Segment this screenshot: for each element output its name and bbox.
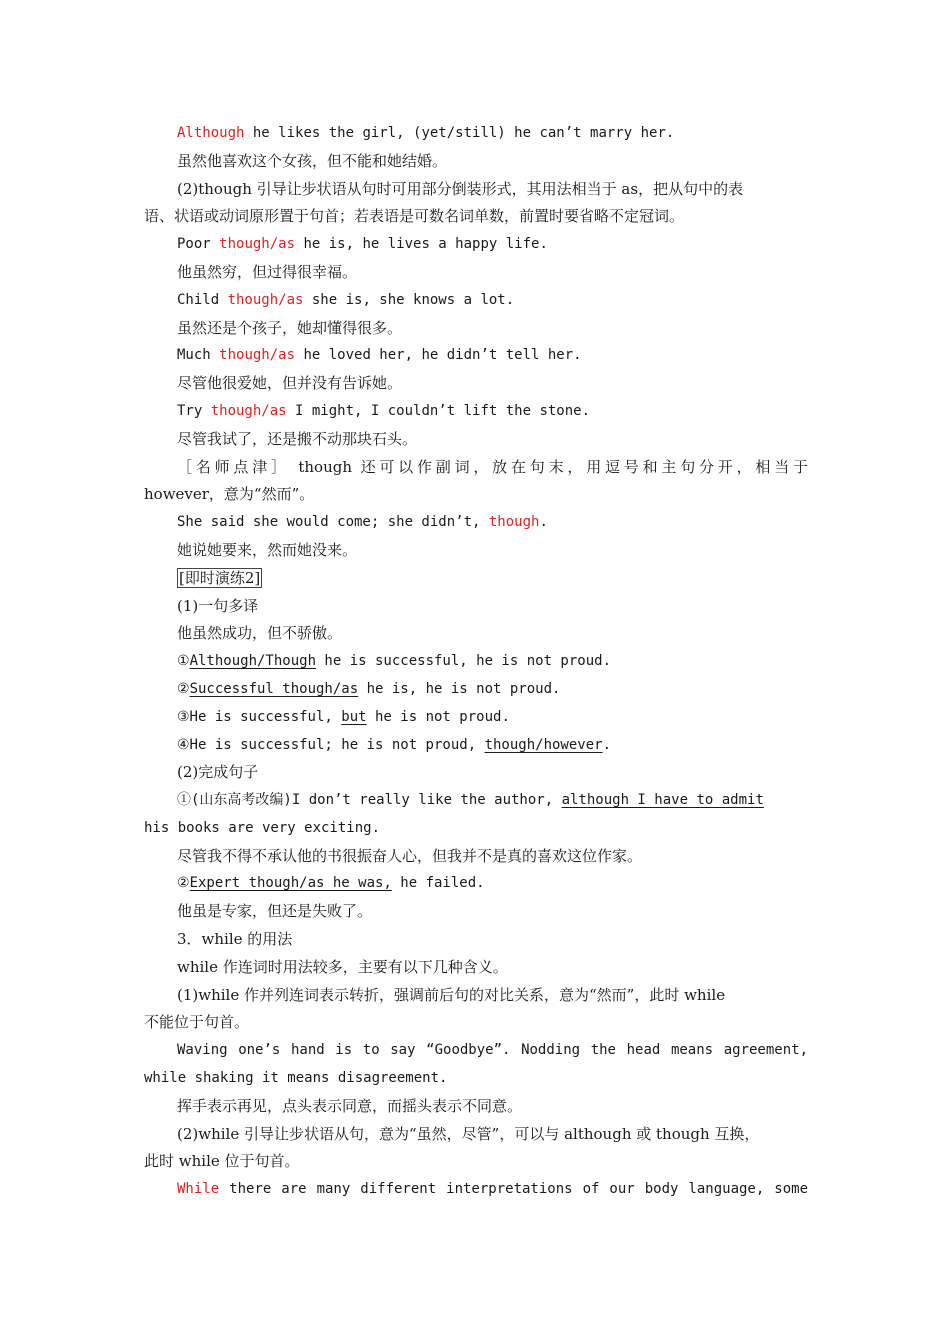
exercise-answer bbox=[177, 790, 808, 810]
highlight-keyword: though bbox=[488, 514, 540, 530]
paragraph-line: 此时 while 位于句首。 bbox=[144, 1152, 300, 1170]
text: . bbox=[602, 737, 612, 753]
text: Try bbox=[177, 403, 211, 419]
answer-blank: but bbox=[341, 709, 367, 725]
paragraph-line: (2)while 引导让步状语从句，意为“虽然，尽管”，可以与 although 或 though 互换， bbox=[177, 1125, 760, 1143]
text: ④He is successful; he is not proud, bbox=[177, 737, 485, 753]
exercise-answer: his books are very exciting. bbox=[144, 820, 381, 836]
text: ① bbox=[177, 653, 190, 669]
paragraph-line: (1)while 作并列连词表示转折，强调前后句的对比关系，意为“然而”，此时 while bbox=[177, 986, 726, 1004]
text: he is, he lives a happy life. bbox=[295, 236, 548, 252]
translation: 他虽是专家，但还是失败了。 bbox=[177, 902, 373, 920]
translation: 虽然还是个孩子，她却懂得很多。 bbox=[177, 319, 403, 337]
text: there are many different interpretations of our body language, some bbox=[219, 1181, 808, 1197]
text: he is, he is not proud. bbox=[358, 681, 561, 697]
example-sentence bbox=[177, 345, 808, 365]
exercise-answer bbox=[177, 651, 808, 671]
translation: 他虽然穷，但过得很幸福。 bbox=[177, 263, 358, 281]
exercise-heading bbox=[177, 568, 808, 588]
exercise-answer bbox=[177, 707, 808, 727]
translation: 她说她要来，然而她没来。 bbox=[177, 541, 358, 559]
paragraph-line: however，意为“然而”。 bbox=[144, 485, 315, 503]
text: Child bbox=[177, 292, 228, 308]
translation: 虽然他喜欢这个女孩，但不能和她结婚。 bbox=[177, 152, 448, 170]
text: he is successful, he is not proud. bbox=[316, 653, 612, 669]
text: . bbox=[539, 514, 548, 530]
paragraph-line: 语、状语或动词原形置于句首；若表语是可数名词单数，前置时要省略不定冠词。 bbox=[144, 207, 685, 225]
paragraph-line: 不能位于句首。 bbox=[144, 1013, 250, 1031]
example-sentence bbox=[177, 234, 808, 254]
highlight-keyword: though/as bbox=[227, 292, 304, 308]
answer-blank: Successful though/as bbox=[189, 681, 359, 697]
paragraph-line: (2)though 引导让步状语从句时可用部分倒装形式，其用法相当于 as，把从句中的表 bbox=[177, 180, 744, 198]
example-sentence bbox=[177, 401, 808, 421]
text: Poor bbox=[177, 236, 220, 252]
text: ② bbox=[177, 875, 190, 891]
example-sentence bbox=[177, 1179, 808, 1199]
teacher-tip: ［名师点津］ though 还可以作副词，放在句末，用逗号和主句分开，相当于 bbox=[177, 458, 808, 476]
answer-blank: Although/Though bbox=[189, 653, 316, 669]
section-heading: 3．while 的用法 bbox=[177, 930, 293, 948]
exercise-heading-label: [即时演练2] bbox=[179, 569, 261, 587]
text: She said she would come; she didn’t, bbox=[177, 514, 489, 530]
text: I might, I couldn’t lift the stone. bbox=[286, 403, 591, 419]
example-sentence bbox=[177, 512, 808, 532]
text: ② bbox=[177, 681, 190, 697]
text: ①(山东高考改编)I don’t really like the author, bbox=[177, 792, 562, 808]
example-sentence: Waving one’s hand is to say “Goodbye”. Nodding the head means agreement, bbox=[177, 1042, 808, 1058]
translation: 挥手表示再见，点头表示同意，而摇头表示不同意。 bbox=[177, 1097, 523, 1115]
text: she is, she knows a lot. bbox=[303, 292, 515, 308]
exercise-subheading: (2)完成句子 bbox=[177, 763, 259, 781]
exercise-answer bbox=[177, 873, 808, 893]
highlight-keyword: though/as bbox=[219, 347, 296, 363]
highlight-keyword: though/as bbox=[210, 403, 287, 419]
answer-blank: though/however bbox=[484, 737, 603, 753]
highlight-keyword: Although bbox=[177, 125, 245, 141]
example-sentence: while shaking it means disagreement. bbox=[144, 1070, 448, 1086]
exercise-prompt: 他虽然成功，但不骄傲。 bbox=[177, 624, 343, 642]
translation: 尽管我不得不承认他的书很振奋人心，但我并不是真的喜欢这位作家。 bbox=[177, 847, 643, 865]
text: ③He is successful, bbox=[177, 709, 342, 725]
answer-blank: Expert though/as he was, bbox=[189, 875, 392, 891]
highlight-keyword: though/as bbox=[219, 236, 296, 252]
exercise-subheading: (1)一句多译 bbox=[177, 597, 259, 615]
translation: 尽管他很爱她，但并没有告诉她。 bbox=[177, 374, 403, 392]
exercise-answer bbox=[177, 679, 808, 699]
paragraph-line: while 作连词时用法较多，主要有以下几种含义。 bbox=[177, 958, 508, 976]
translation: 尽管我试了，还是搬不动那块石头。 bbox=[177, 430, 418, 448]
text: he is not proud. bbox=[366, 709, 510, 725]
example-sentence bbox=[177, 290, 808, 310]
text: he likes the girl, (yet/still) he can’t marry her. bbox=[244, 125, 675, 141]
answer-blank: although I have to admit bbox=[561, 792, 764, 808]
text: Much bbox=[177, 347, 220, 363]
example-sentence bbox=[177, 123, 808, 143]
text: he loved her, he didn’t tell her. bbox=[295, 347, 582, 363]
highlight-keyword: While bbox=[177, 1181, 220, 1197]
exercise-answer bbox=[177, 735, 808, 755]
text: he failed. bbox=[391, 875, 485, 891]
